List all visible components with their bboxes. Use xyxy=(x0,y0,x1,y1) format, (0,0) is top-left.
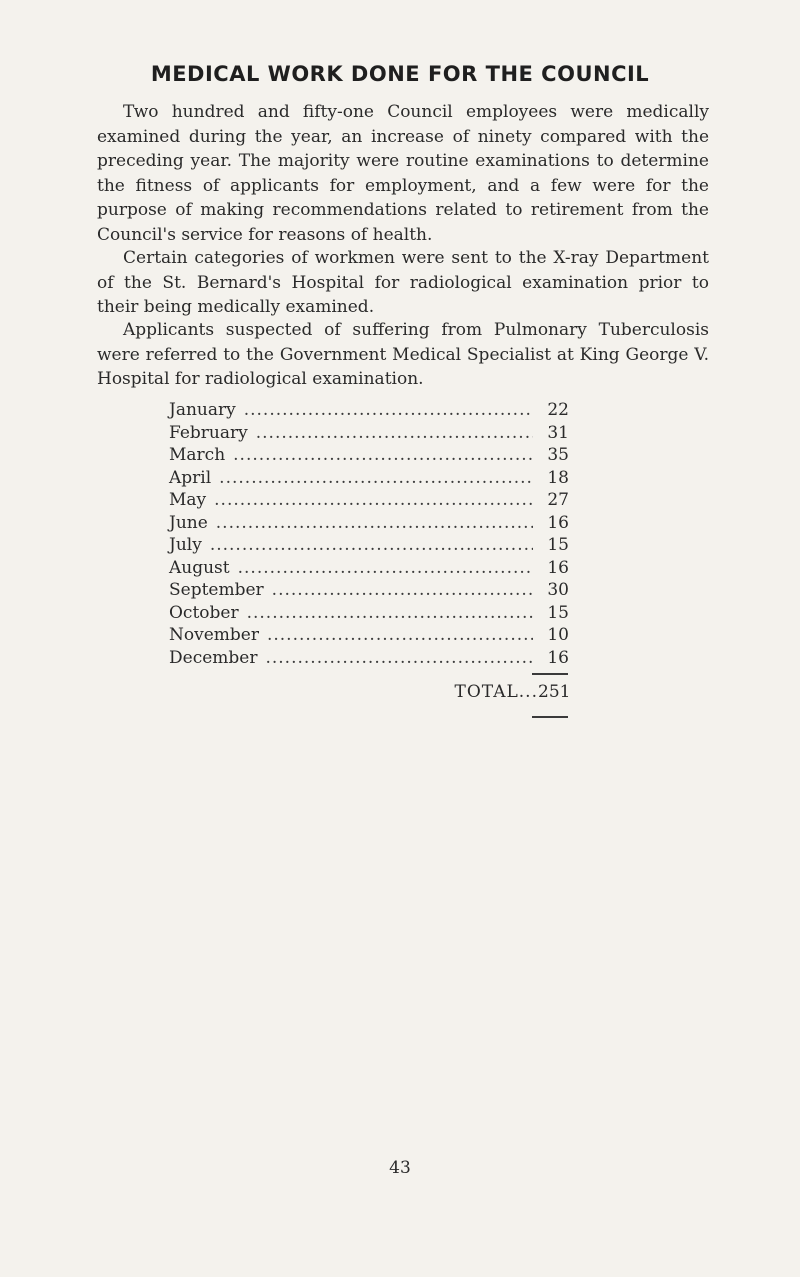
month-label: March xyxy=(169,445,226,465)
month-count: 16 xyxy=(547,512,569,533)
table-row xyxy=(169,512,569,535)
table-total-row xyxy=(292,680,571,704)
total-label: TOTAL... xyxy=(454,682,538,702)
table-row xyxy=(169,534,569,557)
table-row xyxy=(169,489,569,512)
table-row xyxy=(169,624,569,647)
leader-dots xyxy=(265,647,533,670)
leader-dots xyxy=(214,489,533,512)
leader-dots xyxy=(238,557,533,580)
table-row xyxy=(169,647,569,670)
monthly-examinations-table xyxy=(169,399,569,669)
table-row xyxy=(169,422,569,445)
month-count: 31 xyxy=(547,422,569,443)
paragraph-text: Two hundred and fifty-one Council employees were medically examined during the year, an increase of ninety compared with the preceding year. The majority were routine examinations to determine the fitness of applicants for employment, and a few were for the purpose of making recommendations related to retirement from the Council's service for reasons of health. xyxy=(97,102,709,245)
month-count: 27 xyxy=(547,490,569,510)
month-count: 35 xyxy=(547,445,569,465)
month-label: August xyxy=(169,557,230,578)
table-row xyxy=(169,579,569,602)
month-label: January xyxy=(169,400,236,420)
month-count: 30 xyxy=(547,580,569,600)
paragraph-text: Certain categories of workmen were sent to the X-ray Department of the St. Bernard's Hospital for radiological examination prior to their being medically examined. xyxy=(97,248,709,317)
paragraph-xray-department xyxy=(97,246,709,320)
month-label: May xyxy=(169,490,207,510)
month-count: 22 xyxy=(547,400,569,420)
month-count: 15 xyxy=(547,535,569,555)
total-rule-top xyxy=(532,673,568,675)
leader-dots xyxy=(210,534,533,557)
month-label: December xyxy=(169,647,258,668)
month-label: June xyxy=(169,512,208,533)
paragraph-employees-examined xyxy=(97,100,709,247)
leader-dots xyxy=(256,422,533,445)
total-rule-bottom xyxy=(532,716,568,718)
table-row xyxy=(169,602,569,625)
month-label: September xyxy=(169,580,264,600)
page-title: MEDICAL WORK DONE FOR THE COUNCIL xyxy=(150,62,650,86)
table-row xyxy=(169,444,569,467)
month-count: 18 xyxy=(547,467,569,488)
leader-dots xyxy=(216,512,533,535)
table-row xyxy=(169,557,569,580)
month-label: July xyxy=(169,535,202,555)
month-label: October xyxy=(169,602,239,623)
total-value: 251 xyxy=(538,682,571,702)
paragraph-tuberculosis-referrals xyxy=(97,318,709,392)
table-row xyxy=(169,399,569,422)
month-count: 15 xyxy=(547,602,569,623)
table-row xyxy=(169,467,569,490)
leader-dots xyxy=(233,444,533,467)
page-number: 43 xyxy=(389,1158,411,1178)
leader-dots xyxy=(247,602,533,625)
month-label: April xyxy=(169,467,212,488)
leader-dots xyxy=(244,399,533,422)
month-count: 16 xyxy=(547,647,569,668)
leader-dots xyxy=(267,624,533,647)
month-count: 16 xyxy=(547,557,569,578)
month-label: February xyxy=(169,422,248,443)
leader-dots xyxy=(219,467,533,490)
paragraph-text: Applicants suspected of suffering from Pulmonary Tuberculosis were referred to the Government Medical Specialist at King George V. Hospital for radiological examination. xyxy=(97,320,709,389)
month-label: November xyxy=(169,625,259,645)
month-count: 10 xyxy=(547,625,569,645)
leader-dots xyxy=(272,579,533,602)
